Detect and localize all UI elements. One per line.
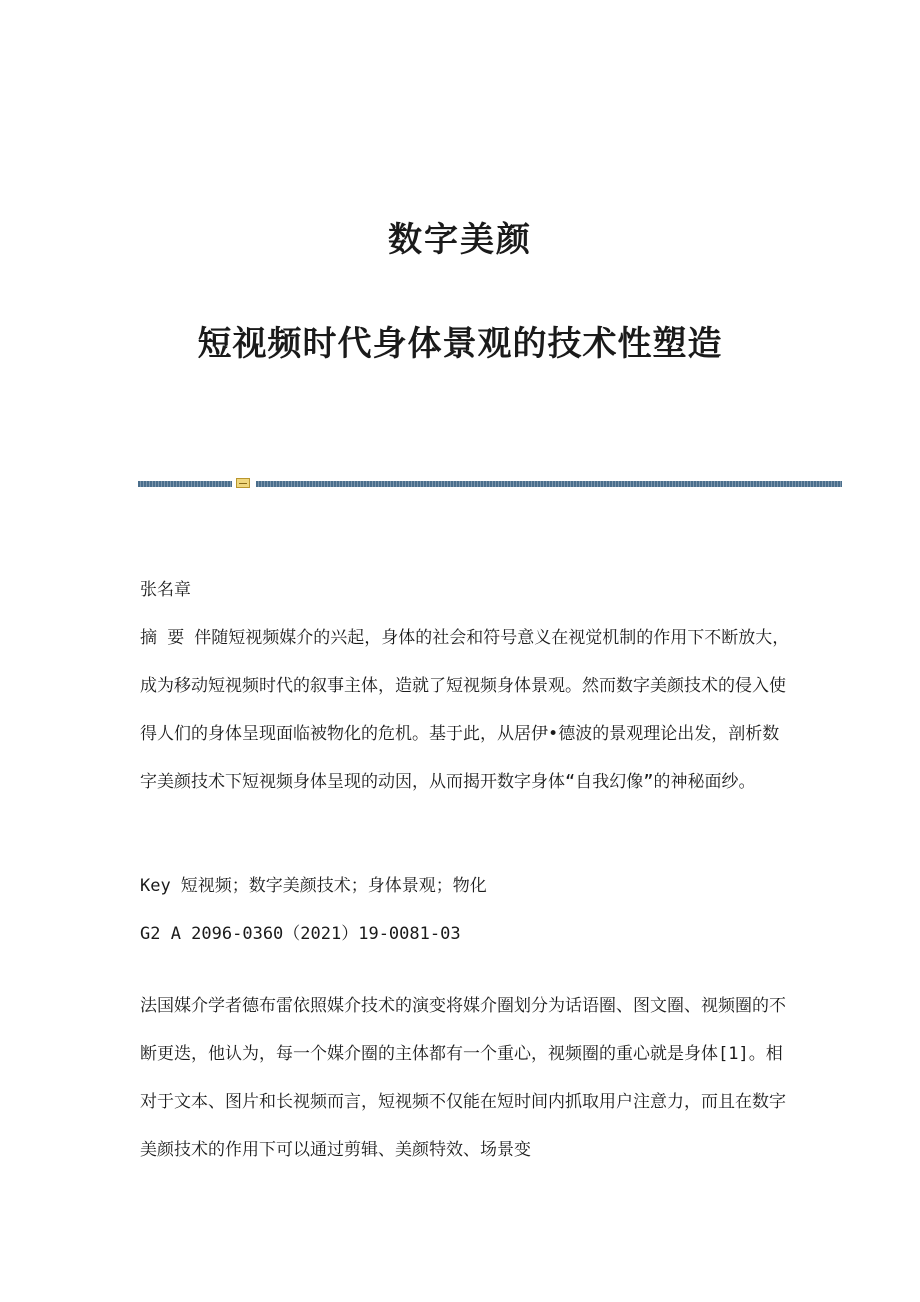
keywords-paragraph [140, 862, 790, 910]
abstract-paragraph [140, 614, 790, 806]
document-title: 数字美颜 [388, 220, 532, 260]
keywords-text: 短视频；数字美颜技术；身体景观；物化 [180, 876, 487, 896]
body-paragraph: 法国媒介学者德布雷依照媒介技术的演变将媒介圈划分为话语圈、图文圈、视频圈的不断更迭，他认为，每一个媒介圈的主体都有一个重心，视频圈的重心就是身体[1]。相对于文本、图片和长视频而言，短视频不仅能在短时间内抓取用户注意力，而且在数字美颜技术的作用下可以通过剪辑、美颜特效、场景变 [140, 996, 786, 1160]
abstract-label: 摘 要 [140, 628, 185, 648]
divider-bar-right [256, 481, 842, 487]
abstract-text: 伴随短视频媒介的兴起，身体的社会和符号意义在视觉机制的作用下不断放大，成为移动短视频时代的叙事主体，造就了短视频身体景观。然而数字美颜技术的侵入使得人们的身体呈现面临被物化的危机。基于此，从居伊•德波的景观理论出发，剖析数字美颜技术下短视频身体呈现的动因，从而揭开数字身体“自我幻像”的神秘面纱。 [140, 628, 790, 792]
author-name: 张名章 [140, 580, 191, 600]
divider-bar-left [138, 481, 232, 487]
document-subtitle: 短视频时代身体景观的技术性塑造 [197, 324, 723, 364]
classification-code: G2 A 2096-0360（2021）19-0081-03 [140, 924, 461, 944]
title-divider [138, 478, 842, 490]
divider-ornament-icon [236, 478, 250, 488]
keywords-label: Key [140, 876, 171, 896]
